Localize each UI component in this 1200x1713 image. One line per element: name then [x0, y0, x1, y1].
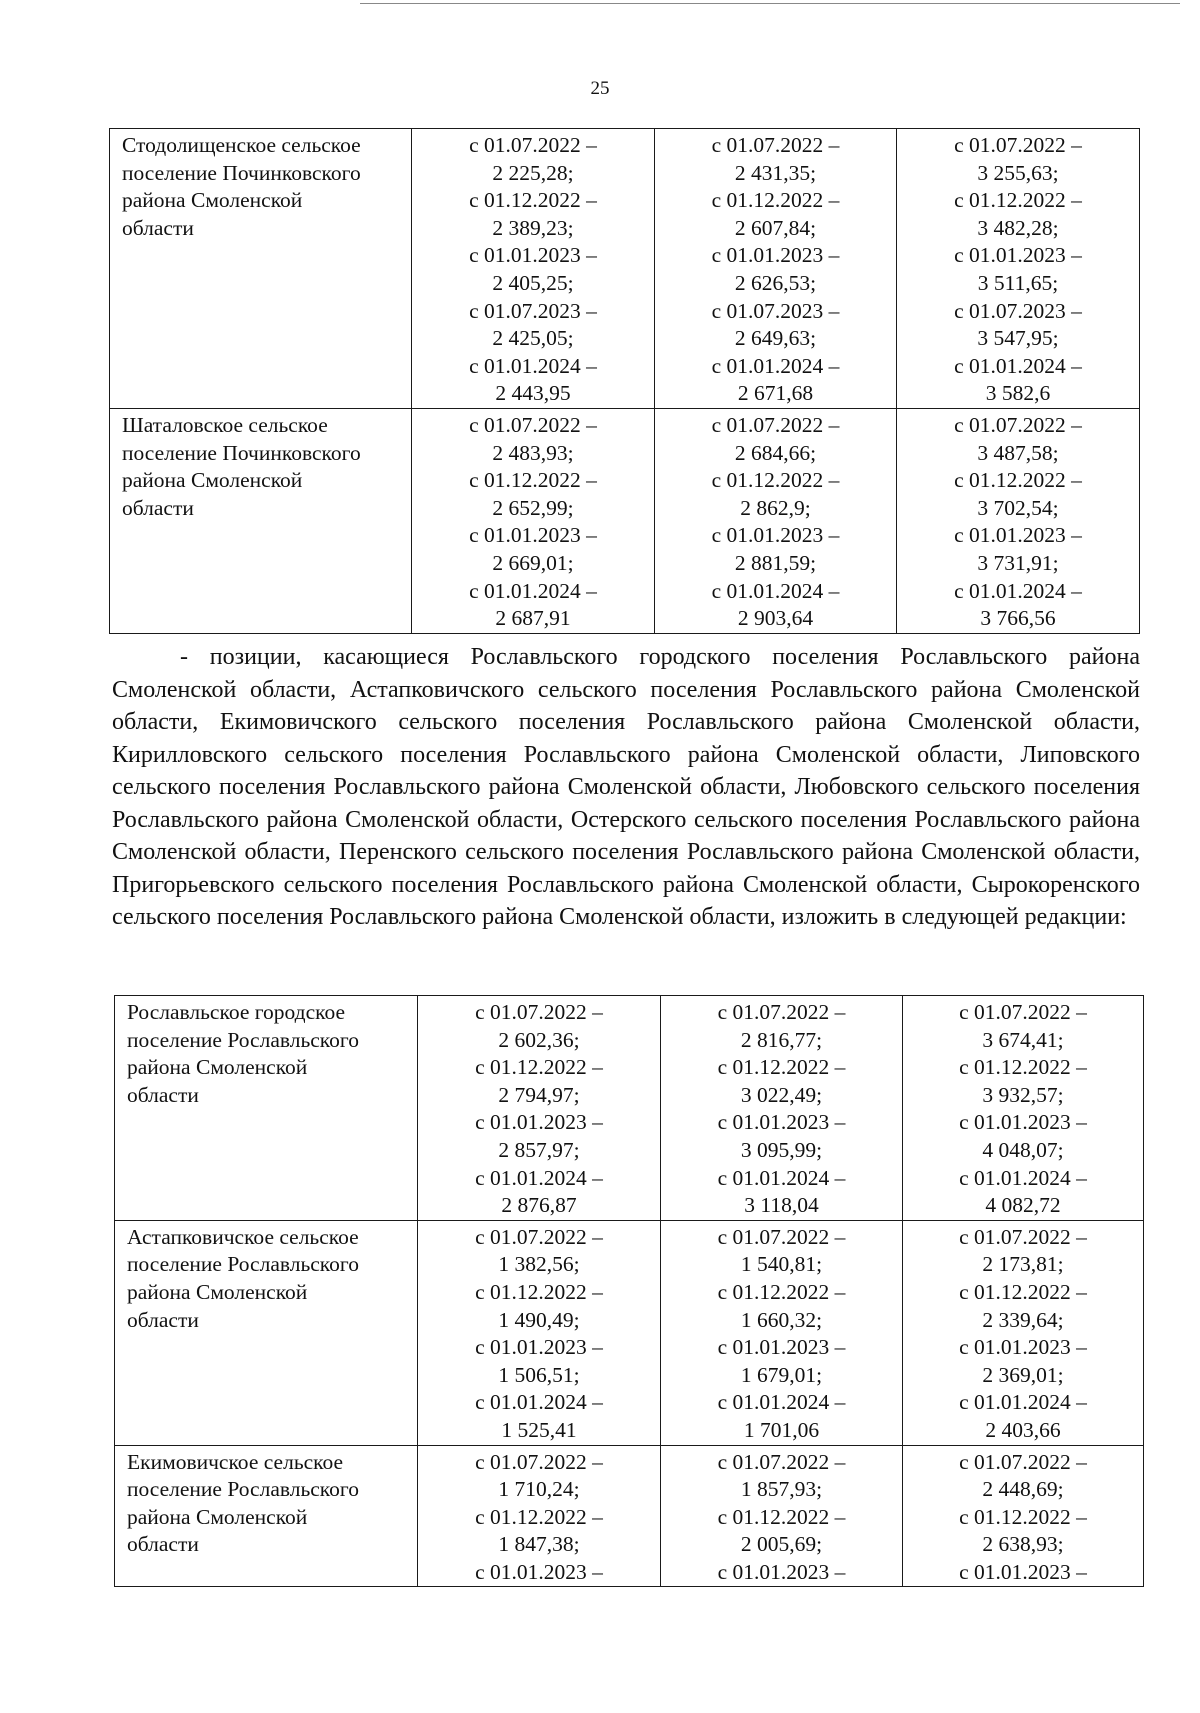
settlement-name-line: поселение Рославльского	[127, 1252, 359, 1277]
tariff-value-line: 2 794,97;	[498, 1082, 580, 1107]
settlement-name-line: Рославльское городское	[127, 1000, 346, 1024]
settlement-name-cell	[110, 408, 412, 633]
tariff-col-3-cell	[897, 129, 1140, 409]
page-number: 25	[590, 78, 610, 99]
tariff-value-line: с 01.01.2024 –	[711, 353, 840, 378]
tariff-value-line: с 01.07.2022 –	[954, 412, 1082, 437]
tariff-value-line: 2 425,05;	[492, 326, 574, 351]
tariff-value-line: с 01.01.2023 –	[475, 1110, 603, 1135]
settlement-name-cell	[115, 996, 418, 1221]
tariff-value-line: с 01.01.2023 –	[717, 1335, 846, 1360]
tariff-value-line: 2 602,36;	[498, 1027, 580, 1052]
tariff-value-line: с 01.07.2022 –	[954, 133, 1082, 157]
settlement-name-line: области	[127, 1307, 199, 1332]
tariff-value-line: с 01.01.2024 –	[469, 578, 597, 603]
tariff-value-line: 2 225,28;	[492, 160, 574, 185]
tariff-value-line: 3 255,63;	[977, 160, 1059, 185]
tariff-value-line: с 01.12.2022 –	[959, 1055, 1087, 1080]
tariff-value-line: 3 932,57;	[982, 1082, 1064, 1107]
tariff-value-line: 2 443,95	[495, 381, 571, 406]
tariff-value-line: с 01.01.2024 –	[469, 353, 597, 378]
tariff-col-3-cell	[903, 1445, 1144, 1587]
table-row	[110, 408, 1140, 633]
settlement-name-line: области	[127, 1532, 199, 1557]
settlement-name-line: поселение Рославльского	[127, 1027, 359, 1052]
tariff-value-line: с 01.01.2023 –	[954, 243, 1082, 268]
settlement-name-line: поселение Рославльского	[127, 1477, 359, 1502]
settlement-name-line: района Смоленской	[127, 1055, 308, 1080]
tariff-value-line: 3 511,65;	[977, 270, 1059, 295]
tariff-value-line: с 01.01.2024 –	[959, 1390, 1087, 1415]
tariff-value-line: с 01.07.2022 –	[717, 1224, 846, 1249]
tariff-value-line: с 01.12.2022 –	[717, 1504, 846, 1529]
tariff-value-line: с 01.01.2023 –	[711, 243, 840, 268]
tariff-value-line: 2 638,93;	[982, 1532, 1064, 1557]
tariff-value-line: с 01.07.2022 –	[959, 1224, 1087, 1249]
tariff-value-line: с 01.07.2022 –	[711, 133, 840, 157]
tariff-value-line: 2 816,77;	[740, 1027, 823, 1052]
tariff-value-line: 2 389,23;	[492, 215, 574, 240]
tariff-value-line: с 01.12.2022 –	[469, 188, 597, 213]
tariff-value-line: с 01.01.2024 –	[711, 578, 840, 603]
settlement-name-line: района Смоленской	[122, 468, 303, 493]
settlement-name-line: области	[122, 215, 194, 240]
tariff-value-line: 1 710,24;	[498, 1477, 580, 1502]
tariff-value-line: 2 607,84;	[734, 215, 817, 240]
settlement-name-line: поселение Починковского	[122, 160, 361, 185]
tariff-value-line: с 01.01.2024 –	[954, 578, 1082, 603]
tariff-value-line: 2 626,53;	[734, 270, 817, 295]
tariff-value-line: 2 403,66	[985, 1417, 1061, 1442]
tariff-value-line: с 01.01.2023 –	[717, 1110, 846, 1135]
tariff-value-line: 3 487,58;	[977, 440, 1059, 465]
settlement-name-line: района Смоленской	[122, 188, 303, 213]
tariff-value-line: 2 903,64	[737, 606, 814, 631]
tariff-value-line: с 01.07.2023 –	[711, 298, 840, 323]
settlement-name-line: района Смоленской	[127, 1504, 308, 1529]
settlement-name-cell	[115, 1445, 418, 1587]
tariff-value-line: 2 684,66;	[734, 440, 817, 465]
tariff-value-line: 2 876,87	[501, 1193, 577, 1218]
settlement-name-line: района Смоленской	[127, 1279, 308, 1304]
tariff-value-line: с 01.01.2023 –	[959, 1335, 1087, 1360]
tariff-value-line: 1 490,49;	[498, 1307, 580, 1332]
tariff-value-line: с 01.01.2023 –	[475, 1335, 603, 1360]
tariff-col-1-cell	[412, 129, 655, 409]
settlement-name-cell	[115, 1220, 418, 1445]
tariff-value-line: с 01.01.2023 –	[469, 243, 597, 268]
tariff-col-1-cell	[418, 1445, 661, 1587]
tariff-value-line: с 01.12.2022 –	[475, 1279, 603, 1304]
tariff-value-line: 1 847,38;	[498, 1532, 580, 1557]
tariff-value-line: 2 173,81;	[982, 1252, 1064, 1277]
tariff-value-line: с 01.07.2022 –	[475, 1000, 603, 1024]
tariff-value-line: с 01.12.2022 –	[475, 1504, 603, 1529]
tariff-value-line: с 01.01.2023 –	[954, 523, 1082, 548]
tariff-value-line: с 01.07.2022 –	[717, 1000, 846, 1024]
tariff-value-line: с 01.12.2022 –	[717, 1279, 846, 1304]
tariff-value-line: с 01.01.2023 –	[469, 523, 597, 548]
tariff-value-line: 3 547,95;	[977, 326, 1059, 351]
tariff-value-line: 2 483,93;	[492, 440, 574, 465]
settlement-name-line: области	[127, 1082, 199, 1107]
scan-edge-line	[360, 3, 1180, 4]
table-row	[115, 1445, 1144, 1587]
table-row	[115, 996, 1144, 1221]
tariff-value-line: с 01.01.2024 –	[717, 1390, 846, 1415]
settlement-name-cell	[110, 129, 412, 409]
tariff-value-line: 3 702,54;	[977, 495, 1059, 520]
settlement-name-line: Шаталовское сельское	[122, 412, 328, 437]
tariff-value-line: 2 005,69;	[740, 1532, 823, 1557]
tariff-value-line: 3 095,99;	[740, 1137, 823, 1162]
tariff-value-line: 2 448,69;	[982, 1477, 1064, 1502]
tariff-value-line: 3 022,49;	[740, 1082, 823, 1107]
tariff-col-3-cell	[903, 1220, 1144, 1445]
tariff-value-line: 2 671,68	[737, 381, 814, 406]
tariff-value-line: с 01.12.2022 –	[475, 1055, 603, 1080]
table-body	[110, 129, 1140, 634]
tariff-value-line: с 01.01.2023 –	[959, 1110, 1087, 1135]
tariff-value-line: 1 506,51;	[498, 1362, 580, 1387]
tariff-value-line: с 01.12.2022 –	[711, 188, 840, 213]
table-row	[110, 129, 1140, 409]
tariff-value-line: 2 369,01;	[982, 1362, 1064, 1387]
tariff-col-2-cell	[661, 1220, 903, 1445]
tariff-value-line: с 01.01.2024 –	[475, 1165, 603, 1190]
tariff-value-line: 2 649,63;	[734, 326, 817, 351]
tariff-value-line: 2 431,35;	[734, 160, 817, 185]
tariff-value-line: с 01.07.2022 –	[475, 1449, 603, 1474]
tariff-value-line: 2 652,99;	[492, 495, 574, 520]
tariff-value-line: с 01.12.2022 –	[954, 188, 1082, 213]
tariff-table-pochinok	[109, 128, 1140, 634]
tariff-value-line: 3 118,04	[744, 1193, 819, 1218]
tariff-col-2-cell	[655, 129, 897, 409]
settlement-name-line: Астапковичское сельское	[127, 1224, 359, 1249]
tariff-col-3-cell	[897, 408, 1140, 633]
tariff-value-line: 1 540,81;	[740, 1252, 823, 1277]
tariff-value-line: с 01.01.2023 –	[711, 523, 840, 548]
tariff-value-line: 4 048,07;	[982, 1137, 1064, 1162]
tariff-value-line: с 01.07.2022 –	[959, 1000, 1087, 1024]
tariff-value-line: с 01.07.2022 –	[475, 1224, 603, 1249]
tariff-col-1-cell	[418, 996, 661, 1221]
tariff-value-line: 2 881,59;	[734, 550, 817, 575]
tariff-value-line: с 01.07.2022 –	[959, 1449, 1087, 1474]
settlement-name-line: Стодолищенское сельское	[122, 133, 361, 157]
tariff-value-line: с 01.12.2022 –	[717, 1055, 846, 1080]
tariff-value-line: 1 660,32;	[740, 1307, 823, 1332]
table-body	[115, 996, 1144, 1587]
tariff-col-2-cell	[661, 1445, 903, 1587]
tariff-value-line: 2 339,64;	[982, 1307, 1064, 1332]
tariff-value-line: 3 766,56	[980, 606, 1056, 631]
tariff-value-line: с 01.07.2022 –	[469, 133, 597, 157]
tariff-value-line: 3 731,91;	[977, 550, 1059, 575]
tariff-value-line: с 01.01.2024 –	[954, 353, 1082, 378]
tariff-value-line: 1 679,01;	[740, 1362, 823, 1387]
tariff-value-line: с 01.01.2023 –	[959, 1559, 1087, 1584]
tariff-value-line: с 01.01.2024 –	[475, 1390, 603, 1415]
tariff-value-line: с 01.12.2022 –	[959, 1279, 1087, 1304]
tariff-value-line: 2 405,25;	[492, 270, 574, 295]
tariff-value-line: с 01.07.2022 –	[717, 1449, 846, 1474]
tariff-value-line: с 01.01.2024 –	[959, 1165, 1087, 1190]
tariff-value-line: 2 687,91	[495, 606, 571, 631]
tariff-value-line: 4 082,72	[985, 1193, 1061, 1218]
tariff-value-line: 3 582,6	[985, 381, 1051, 406]
tariff-value-line: 2 857,97;	[498, 1137, 580, 1162]
tariff-value-line: с 01.07.2023 –	[469, 298, 597, 323]
tariff-value-line: с 01.01.2023 –	[475, 1559, 603, 1584]
tariff-value-line: 1 701,06	[743, 1417, 820, 1442]
tariff-value-line: с 01.07.2022 –	[711, 412, 840, 437]
amendment-paragraph: - позиции, касающиеся Рославльского городского поселения Рославльского района Смоленской области, Астапковичского сельского поселения Рославльского района Смоленской области, Екимовичского сельского поселения Рославльского района Смоленской области, Кирилловского сельского поселения Рославльского района Смоленской области, Липовского сельского поселения Рославльского района Смоленской области, Любовского сельского поселения Рославльского района Смоленской области, Остерского сельского поселения Рославльского района Смоленской области, Перенского сельского поселения Рославльского района Смоленской области, Пригорьевского сельского поселения Рославльского района Смоленской области, Сырокоренского сельского поселения Рославльского района Смоленской области, изложить в следующей редакции:	[112, 644, 1140, 930]
tariff-col-2-cell	[655, 408, 897, 633]
tariff-value-line: с 01.12.2022 –	[959, 1504, 1087, 1529]
tariff-value-line: с 01.01.2023 –	[717, 1559, 846, 1584]
tariff-value-line: 3 674,41;	[982, 1027, 1064, 1052]
tariff-value-line: с 01.07.2022 –	[469, 412, 597, 437]
tariff-value-line: с 01.01.2024 –	[717, 1165, 846, 1190]
tariff-table-roslavl	[114, 995, 1144, 1587]
tariff-value-line: с 01.12.2022 –	[711, 468, 840, 493]
tariff-value-line: 2 669,01;	[492, 550, 574, 575]
tariff-value-line: 1 525,41	[501, 1417, 577, 1442]
tariff-value-line: 2 862,9;	[740, 495, 811, 520]
tariff-value-line: 3 482,28;	[977, 215, 1059, 240]
settlement-name-line: поселение Починковского	[122, 440, 361, 465]
tariff-col-1-cell	[412, 408, 655, 633]
tariff-col-1-cell	[418, 1220, 661, 1445]
tariff-value-line: с 01.12.2022 –	[954, 468, 1082, 493]
tariff-value-line: 1 382,56;	[498, 1252, 580, 1277]
table-row	[115, 1220, 1144, 1445]
tariff-value-line: с 01.12.2022 –	[469, 468, 597, 493]
tariff-col-2-cell	[661, 996, 903, 1221]
tariff-col-3-cell	[903, 996, 1144, 1221]
settlement-name-line: Екимовичское сельское	[127, 1449, 344, 1474]
tariff-value-line: 1 857,93;	[740, 1477, 823, 1502]
settlement-name-line: области	[122, 495, 194, 520]
tariff-value-line: с 01.07.2023 –	[954, 298, 1082, 323]
